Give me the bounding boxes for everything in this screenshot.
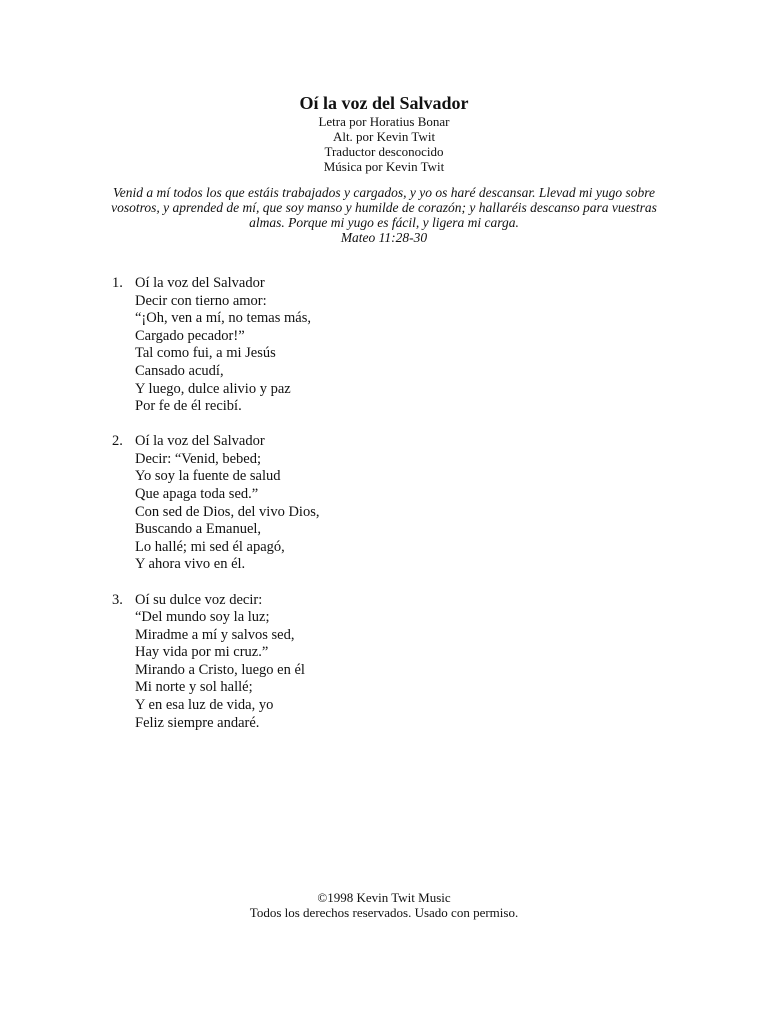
verse-line: Yo soy la fuente de salud bbox=[135, 468, 281, 485]
verse-line: Hay vida por mi cruz.” bbox=[135, 644, 269, 661]
alteration-credit: Alt. por Kevin Twit bbox=[332, 129, 436, 144]
scripture-quote bbox=[95, 185, 673, 245]
verse-line: Lo hallé; mi sed él apagó, bbox=[135, 538, 285, 555]
lyrics-credit: Letra por Horatius Bonar bbox=[318, 114, 450, 129]
scripture-reference: Mateo 11:28-30 bbox=[340, 230, 428, 245]
verse-line: Por fe de él recibí. bbox=[135, 398, 242, 415]
verse-lines bbox=[135, 275, 768, 416]
verse-line: Que apaga toda sed.” bbox=[135, 486, 259, 503]
translator-credit: Traductor desconocido bbox=[324, 144, 444, 159]
verse-line: Miradme a mí y salvos sed, bbox=[135, 626, 295, 643]
verse-line: Decir con tierno amor: bbox=[135, 292, 267, 309]
verse-line: Buscando a Emanuel, bbox=[135, 521, 262, 538]
verse-line: Y luego, dulce alivio y paz bbox=[135, 380, 291, 397]
verse-line: Oí su dulce voz decir: bbox=[135, 591, 263, 608]
verse-lines bbox=[135, 592, 768, 733]
verse-line: Cansado acudí, bbox=[135, 362, 224, 379]
verse-line: Decir: “Venid, bebed; bbox=[135, 450, 262, 467]
verse-1 bbox=[0, 275, 768, 416]
scripture-text: Venid a mí todos los que estáis trabajados y cargados, y yo os haré descansar. Llevad mi yugo sobre vosotros, y aprended de mí, que soy manso y humilde de corazón; y hallaréis descanso para vuestras almas. Porque mi yugo es fácil, y ligera mi carga. bbox=[111, 185, 657, 230]
verse-line: Cargado pecador!” bbox=[135, 327, 245, 344]
song-title: Oí la voz del Salvador bbox=[299, 93, 469, 113]
verse-3 bbox=[0, 592, 768, 733]
verse-line: Oí la voz del Salvador bbox=[135, 275, 265, 291]
verse-lines bbox=[135, 433, 768, 574]
copyright-notice: ©1998 Kevin Twit Music bbox=[317, 890, 451, 905]
song-header bbox=[0, 92, 768, 174]
verse-line: Feliz siempre andaré. bbox=[135, 714, 260, 731]
verse-line: Oí la voz del Salvador bbox=[135, 433, 265, 450]
verse-line: Tal como fui, a mi Jesús bbox=[135, 345, 276, 362]
verse-number: 1. bbox=[112, 275, 123, 291]
copyright-footer bbox=[0, 890, 768, 920]
verse-line: Mi norte y sol hallé; bbox=[135, 679, 253, 696]
verse-line: Y en esa luz de vida, yo bbox=[135, 697, 274, 714]
verse-line: “¡Oh, ven a mí, no temas más, bbox=[135, 310, 311, 327]
verse-line: Y ahora vivo en él. bbox=[135, 556, 246, 573]
music-credit: Música por Kevin Twit bbox=[323, 159, 445, 174]
verses-list bbox=[0, 275, 768, 750]
verse-line: “Del mundo soy la luz; bbox=[135, 609, 270, 626]
rights-notice: Todos los derechos reservados. Usado con permiso. bbox=[249, 905, 519, 920]
verse-line: Con sed de Dios, del vivo Dios, bbox=[135, 503, 320, 520]
verse-2 bbox=[0, 433, 768, 574]
verse-number: 3. bbox=[112, 591, 123, 608]
verse-number: 2. bbox=[112, 433, 123, 450]
verse-line: Mirando a Cristo, luego en él bbox=[135, 661, 305, 678]
